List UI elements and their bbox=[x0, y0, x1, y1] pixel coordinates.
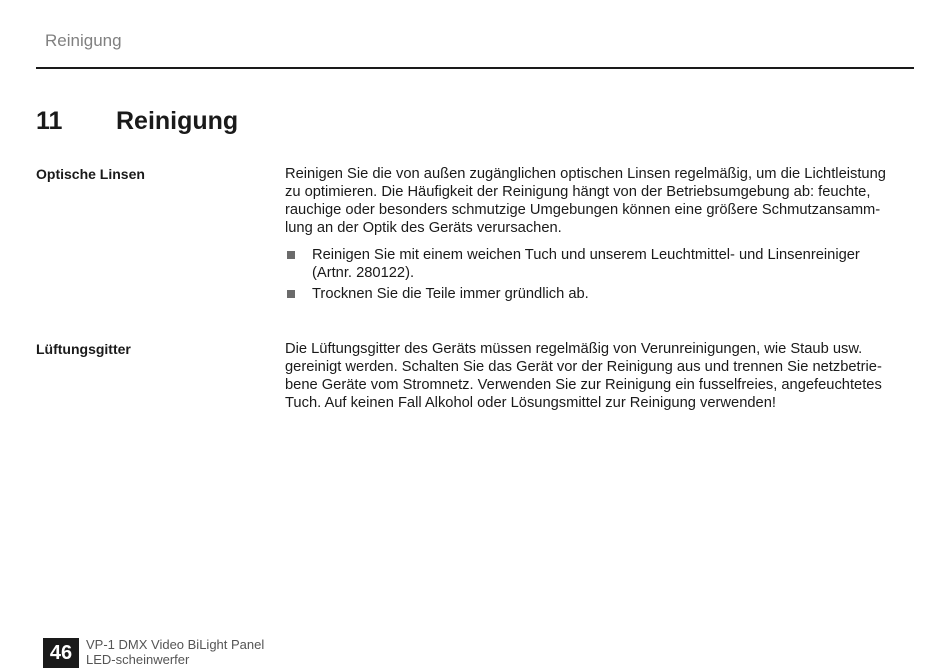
footer-product-line: LED-scheinwerfer bbox=[86, 652, 190, 667]
footer-product-name bbox=[86, 637, 264, 667]
chapter-title: Reinigung bbox=[116, 107, 239, 135]
paragraph-line: Reinigen Sie die von außen zugänglichen optischen Linsen regelmäßig, um die Lichtleistung bbox=[285, 166, 886, 182]
paragraph-line: bene Geräte vom Stromnetz. Verwenden Sie zur Reinigung ein fusselfreies, angefeuchtetes bbox=[285, 377, 882, 393]
square-bullet-icon bbox=[287, 251, 295, 259]
section-paragraph bbox=[285, 340, 905, 412]
running-header-title: Reinigung bbox=[45, 31, 122, 50]
bullet-line: Trocknen Sie die Teile immer gründlich ab. bbox=[312, 286, 589, 302]
section-body-optische-linsen bbox=[285, 165, 905, 306]
bullet-line: Reinigen Sie mit einem weichen Tuch und unserem Leuchtmittel- und Linsenreiniger bbox=[312, 247, 860, 263]
bullet-item bbox=[285, 246, 905, 282]
footer-product-line: VP-1 DMX Video BiLight Panel bbox=[86, 637, 265, 652]
bullet-list bbox=[285, 246, 905, 303]
chapter-number: 11 bbox=[36, 107, 63, 135]
paragraph-line: gereinigt werden. Schalten Sie das Gerät vor der Reinigung aus und trennen Sie netzbetrie- bbox=[285, 359, 882, 375]
paragraph-line: lung an der Optik des Geräts verursachen. bbox=[285, 220, 562, 236]
page-number-badge: 46 bbox=[43, 638, 79, 668]
section-paragraph bbox=[285, 165, 905, 237]
paragraph-line: zu optimieren. Die Häufigkeit der Reinigung hängt von der Betriebsumgebung ab: feuchte, bbox=[285, 184, 871, 200]
paragraph-line: Tuch. Auf keinen Fall Alkohol oder Lösungsmittel zur Reinigung verwenden! bbox=[285, 395, 776, 411]
paragraph-line: Die Lüftungsgitter des Geräts müssen regelmäßig von Verunreinigungen, wie Staub usw. bbox=[285, 341, 863, 357]
chapter-heading bbox=[36, 107, 238, 136]
bullet-line: (Artnr. 280122). bbox=[312, 265, 415, 281]
section-body-lueftungsgitter bbox=[285, 340, 905, 412]
section-label-lueftungsgitter: Lüftungsgitter bbox=[36, 341, 131, 357]
bullet-item bbox=[285, 285, 905, 303]
header-divider bbox=[36, 67, 914, 69]
square-bullet-icon bbox=[287, 290, 295, 298]
paragraph-line: rauchige oder besonders schmutzige Umgebungen können eine größere Schmutzansamm- bbox=[285, 202, 881, 218]
section-label-optische-linsen: Optische Linsen bbox=[36, 166, 145, 182]
